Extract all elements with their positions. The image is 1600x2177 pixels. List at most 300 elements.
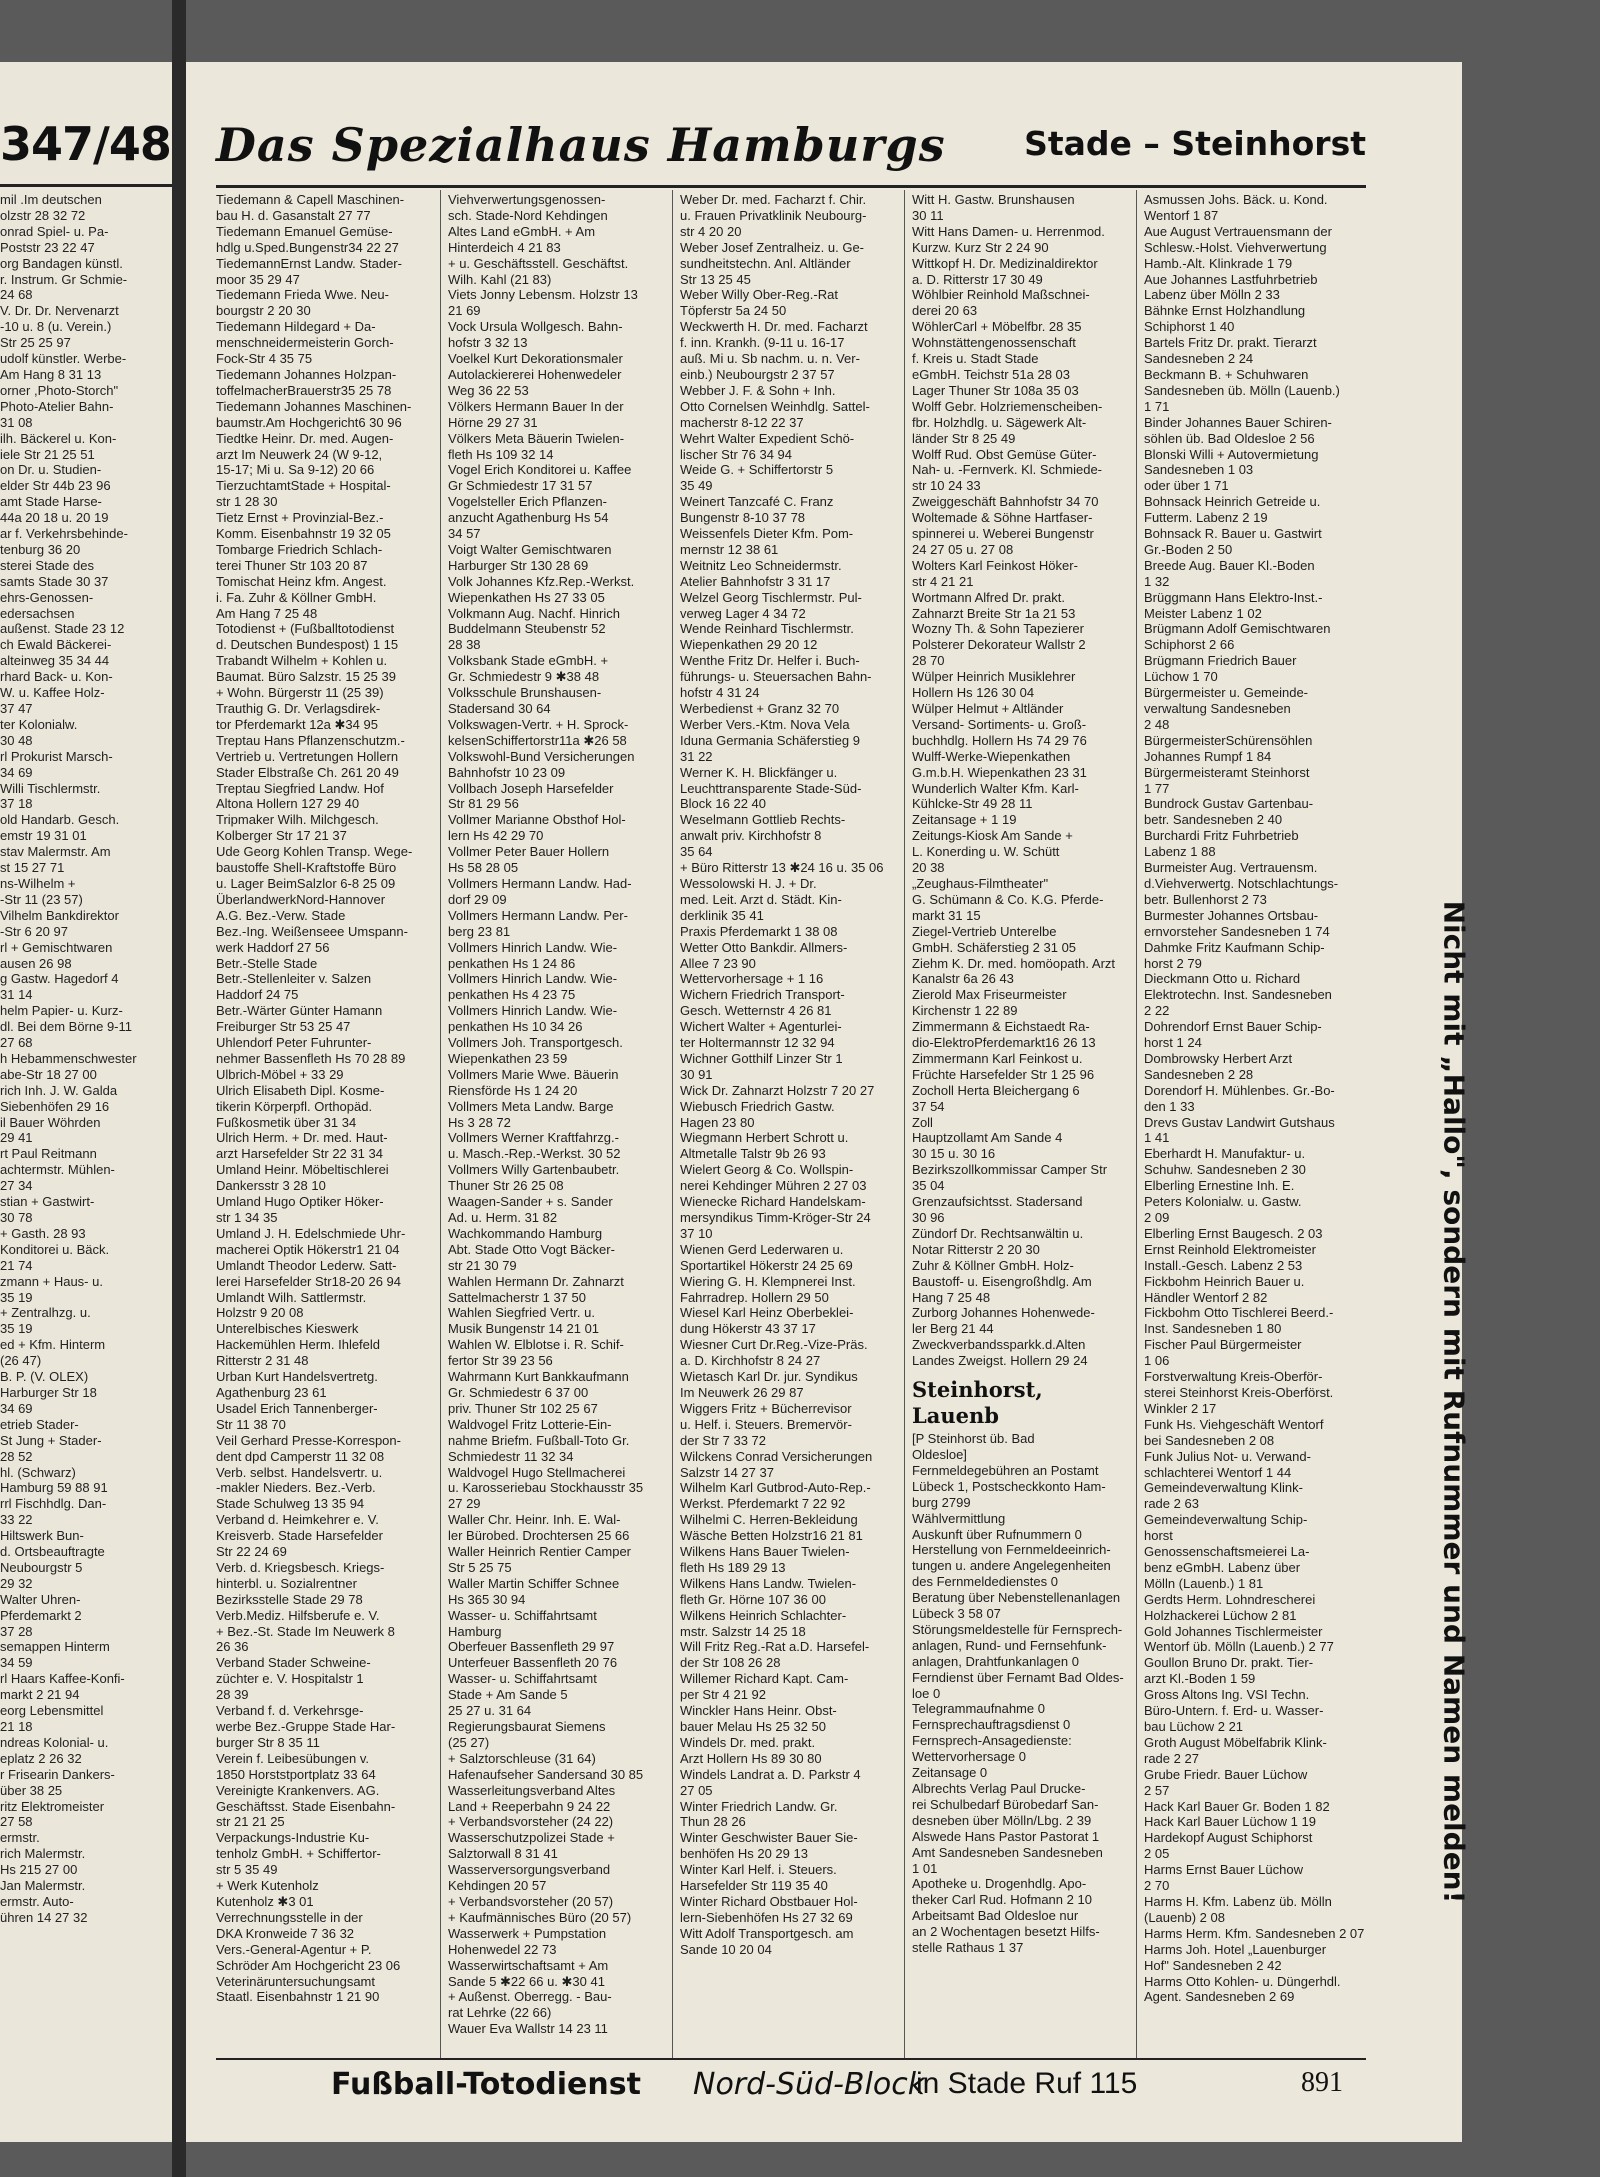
listing-line: 25 27 u. 31 64 [448, 1703, 532, 1719]
listing-line: Riensförde Hs 1 24 20 [448, 1082, 578, 1098]
listing-line: 30 91 [680, 1066, 713, 1082]
listing-line: nahme Briefm. Fußball-Toto Gr. [448, 1432, 630, 1448]
listing-line: Vollmer Peter Bauer Hollern [448, 844, 610, 860]
listing-line: A.G. Bez.-Verw. Stade [216, 907, 346, 923]
previous-page-line: 24 68 [0, 287, 33, 303]
listing-line: Windels Dr. med. prakt. [680, 1734, 816, 1750]
listing-line: ter Holtermannstr 12 32 94 [680, 1035, 835, 1051]
listing-line: Wasserwirtschaftsamt + Am [448, 1957, 609, 1973]
listing-line: 1850 Horststportplatz 33 64 [216, 1766, 376, 1782]
listing-line: Kirchenstr 1 22 89 [912, 1003, 1018, 1019]
previous-page-line: emstr 19 31 01 [0, 828, 87, 844]
listing-line: Bohnsack Heinrich Getreide u. [1144, 494, 1321, 510]
side-notice [1434, 752, 1474, 2052]
listing-line: nerei Kehdinger Mühren 2 27 03 [680, 1178, 867, 1194]
previous-page-line: 37 28 [0, 1623, 33, 1639]
previous-page-line: abe-Str 18 27 00 [0, 1066, 97, 1082]
previous-page-line: rhard Back- u. Kon- [0, 669, 113, 685]
listing-line: verweg Lager 4 34 72 [680, 605, 806, 621]
listing-line: fleth Gr. Hörne 107 36 00 [680, 1591, 826, 1607]
listing-line: Lüchow 1 70 [1144, 669, 1218, 685]
listing-line: Gross Altons Ing. VSI Techn. [1144, 1687, 1310, 1703]
listing-column-4 [912, 192, 1134, 1956]
listing-line: Thuner Str 26 25 08 [448, 1178, 564, 1194]
listing-line: Salzstr 14 27 37 [680, 1464, 774, 1480]
listing-line: Weide G. + Schiffertorstr 5 [680, 462, 834, 478]
listing-line: Tiedemann Hildegard + Da- [216, 319, 376, 335]
listing-line: Usadel Erich Tannenberger- [216, 1400, 378, 1416]
listing-line: Vollmers Hinrich Landw. Wie- [448, 971, 618, 987]
listing-line: hdlg u.Sped.Bungenstr34 22 27 [216, 239, 399, 255]
listing-line: tor Pferdemarkt 12a ✱34 95 [216, 716, 378, 732]
listing-line: 20 38 [912, 860, 945, 876]
listing-line: Grube Friedr. Bauer Lüchow [1144, 1766, 1308, 1782]
listing-line: Zweiggeschäft Bahnhofstr 34 70 [912, 494, 1099, 510]
listing-line: Regierungsbaurat Siemens [448, 1719, 606, 1734]
previous-page-line: eorg Lebensmittel [0, 1703, 104, 1719]
previous-page-header: 347/48 [0, 117, 171, 171]
listing-line: Mölln (Lauenb.) 1 81 [1144, 1575, 1264, 1591]
previous-page-line: sterei Stade des [0, 557, 94, 573]
listing-line: Aue August Vertrauensmann der [1144, 223, 1332, 239]
listing-line: [P Steinhorst üb. Bad [912, 1431, 1035, 1447]
previous-page-line: (26 47) [0, 1353, 42, 1369]
listing-line: verwaltung Sandesneben [1144, 701, 1291, 716]
listing-line: dio-ElektroPferdemarkt16 26 13 [912, 1035, 1096, 1051]
listing-line: Bundrock Gustav Gartenbau- [1144, 796, 1314, 812]
previous-page-line: 34 69 [0, 764, 33, 780]
listing-line: Töpferstr 5a 24 50 [680, 303, 787, 319]
listing-line: Hagen 23 80 [680, 1114, 755, 1130]
listing-line: horst 2 79 [1144, 955, 1202, 971]
listing-line: Zocholl Herta Bleichergang 6 [912, 1082, 1080, 1098]
listing-line: Zündorf Dr. Rechtsanwältin u. [912, 1225, 1084, 1241]
previous-page-rule [0, 184, 172, 187]
previous-page-line: Neubourgstr 5 [0, 1559, 83, 1575]
listing-line: anlagen, Drahtfunkanlagen 0 [912, 1653, 1079, 1669]
listing-line: Webber J. F. & Sohn + Inh. [680, 382, 836, 398]
listing-line: führungs- u. Steuersachen Bahn- [680, 669, 872, 685]
listing-line: Bähnke Ernst Holzhandlung [1144, 303, 1306, 319]
listing-line: Hörne 29 27 31 [448, 414, 538, 430]
listing-line: bauer Melau Hs 25 32 50 [680, 1719, 826, 1734]
listing-line: Harsefelder Str 119 35 40 [680, 1878, 828, 1894]
listing-line: Winter Richard Obstbauer Hol- [680, 1893, 858, 1909]
listing-line: 35 04 [912, 1178, 945, 1194]
listing-line: desneben über Mölln/Lbg. 2 39 [912, 1812, 1092, 1828]
listing-line: Hohenwedel 22 73 [448, 1941, 557, 1957]
listing-line: Uhlendorf Peter Fuhrunter- [216, 1035, 372, 1051]
listing-line: burg 2799 [912, 1494, 971, 1510]
listing-line: Hs 3 28 72 [448, 1114, 511, 1130]
listing-line: lischer Str 76 34 94 [680, 446, 793, 462]
listing-line: Waagen-Sander + s. Sander [448, 1194, 613, 1210]
listing-line: benz eGmbH. Labenz über [1144, 1559, 1301, 1575]
listing-line: Install.-Gesch. Labenz 2 53 [1144, 1257, 1303, 1273]
listing-line: Grenzaufsichtsst. Stadersand [912, 1194, 1083, 1210]
listing-line: WöhlerCarl + Möbelfbr. 28 35 [912, 319, 1082, 335]
listing-line: Schiphorst 1 40 [1144, 319, 1235, 335]
previous-page-line: stav Malermstr. Am [0, 844, 111, 860]
listing-line: Wetter Otto Bankdir. Allmers- [680, 939, 848, 955]
listing-line: 21 69 [448, 303, 481, 319]
listing-line: Wenthe Fritz Dr. Helfer i. Buch- [680, 653, 860, 669]
listing-line: f. inn. Krankh. (9-11 u. 16-17 [680, 335, 845, 351]
listing-line: ernvorsteher Sandesneben 1 74 [1144, 923, 1330, 939]
listing-line: derei 20 63 [912, 303, 978, 319]
directory-page [186, 62, 1471, 2142]
listing-line: rat Lehrke (22 66) [448, 2005, 552, 2021]
previous-page-line: Konditorei u. Bäck. [0, 1241, 110, 1257]
listing-line: Gr Schmiedestr 17 31 57 [448, 478, 593, 494]
listing-line: Winter Friedrich Landw. Gr. [680, 1798, 838, 1814]
previous-page-line: amt Stade Harse- [0, 494, 102, 510]
listing-line: Wahlen Hermann Dr. Zahnarzt [448, 1273, 624, 1289]
listing-line: Wilhelm Karl Gutbrod-Auto-Rep.- [680, 1480, 871, 1496]
listing-line: str 1 28 30 [216, 494, 278, 510]
previous-page-line: zmann + Haus- u. [0, 1273, 103, 1289]
listing-line: Amt Sandesneben Sandesneben [912, 1844, 1103, 1860]
listing-line: Altmetalle Talstr 9b 26 93 [680, 1146, 826, 1162]
listing-line: 2 09 [1144, 1210, 1170, 1225]
listing-line: baumstr.Am Hochgericht6 30 96 [216, 414, 402, 430]
listing-line: a. D. Ritterstr 17 30 49 [912, 271, 1043, 287]
listing-line: bei Sandesneben 2 08 [1144, 1432, 1275, 1448]
listing-line: Fickbohm Otto Tischlerei Beerd.- [1144, 1305, 1334, 1321]
listing-line: Werkst. Pferdemarkt 7 22 92 [680, 1496, 846, 1512]
listing-line: 2 05 [1144, 1846, 1170, 1862]
listing-line: Wunderlich Walter Kfm. Karl- [912, 780, 1079, 796]
listing-line: a. D. Kirchhofstr 8 24 27 [680, 1353, 821, 1369]
listing-line: Im Neuwerk 26 29 87 [680, 1384, 804, 1400]
listing-line: dorf 29 09 [448, 891, 507, 907]
listing-line: Vollmers Werner Kraftfahrzg.- [448, 1130, 619, 1146]
listing-line: Dorendorf H. Mühlenbes. Gr.-Bo- [1144, 1082, 1335, 1098]
listing-line: Fischer Paul Bürgermeister [1144, 1337, 1302, 1353]
listing-line: Wahlen W. Elblotse i. R. Schif- [448, 1337, 624, 1353]
previous-page-line: org Bandagen künstl. [0, 255, 123, 271]
previous-page-line: V. Dr. Dr. Nervenarzt [0, 303, 119, 319]
listing-line: Weckwerth H. Dr. med. Facharzt [680, 319, 868, 335]
listing-line: Hardekopf August Schiphorst [1144, 1830, 1313, 1846]
listing-line: Hs 58 28 05 [448, 860, 519, 876]
header-rule [216, 185, 1366, 188]
previous-page-line: 31 14 [0, 987, 33, 1003]
previous-page-line: onrad Spiel- u. Pa- [0, 223, 109, 239]
listing-line: Ulrich Herm. + Dr. med. Haut- [216, 1130, 388, 1146]
listing-line: hofstr 4 31 24 [680, 685, 760, 701]
listing-line: 30 15 u. 30 16 [912, 1146, 996, 1162]
listing-line: Elberling Ernst Baugesch. 2 03 [1144, 1225, 1323, 1241]
listing-line: 1 77 [1144, 780, 1170, 796]
listing-line: Holzhackerei Lüchow 2 81 [1144, 1607, 1297, 1623]
listing-line: Wienen Gerd Lederwaren u. [680, 1241, 844, 1257]
previous-page-line: Vilhelm Bankdirektor [0, 907, 119, 923]
listing-line: 28 38 [448, 637, 481, 653]
listing-line: macherei Optik Hökerstr1 21 04 [216, 1241, 400, 1257]
listing-line: Gr. Schmiedestr 6 37 00 [448, 1384, 589, 1400]
listing-line: Altona Hollern 127 29 40 [216, 796, 360, 812]
previous-page-line: ter Kolonialw. [0, 716, 78, 732]
previous-page-line: Hs 215 27 00 [0, 1862, 78, 1878]
listing-line: Wolff Gebr. Holzriemenscheiben- [912, 398, 1103, 414]
previous-page-line: -10 u. 8 (u. Verein.) [0, 319, 112, 335]
previous-page-line: 37 47 [0, 701, 33, 716]
listing-line: tikerin Körperpfl. Orthopäd. [216, 1098, 373, 1114]
listing-line: Wentorf 1 87 [1144, 207, 1219, 223]
listing-line: Albrechts Verlag Paul Drucke- [912, 1781, 1086, 1796]
listing-line: Wichner Gotthilf Linzer Str 1 [680, 1050, 843, 1066]
listing-line: Iduna Germania Schäferstieg 9 [680, 732, 860, 748]
previous-page-line: Am Hang 8 31 13 [0, 366, 102, 382]
listing-line: Harms Otto Kohlen- u. Düngerhdl. [1144, 1973, 1341, 1989]
listing-line: Musik Bungenstr 14 21 01 [448, 1321, 600, 1337]
column-rule [440, 190, 441, 2060]
listing-line: Wasserschutzpolizei Stade + [448, 1830, 615, 1846]
previous-page-line: 31 08 [0, 414, 33, 430]
listing-line: Wulff-Werke-Wiepenkathen [912, 748, 1071, 764]
listing-line: Gold Johannes Tischlermeister [1144, 1623, 1323, 1639]
listing-line: L. Konerding u. W. Schütt [912, 844, 1060, 860]
listing-line: arzt Harsefelder Str 22 31 34 [216, 1146, 383, 1162]
listing-line: Telegrammaufnahme 0 [912, 1701, 1045, 1717]
listing-line: Hamburg [448, 1623, 502, 1639]
listing-line: terei Thuner Str 103 20 87 [216, 557, 368, 573]
listing-line: fleth Hs 109 32 14 [448, 446, 554, 462]
previous-page-line: 34 59 [0, 1655, 33, 1671]
listing-line: str 10 24 33 [912, 478, 981, 494]
listing-line: Ernst Reinhold Elektromeister [1144, 1241, 1316, 1257]
column-rule [1136, 190, 1137, 2060]
listing-line: Ziegel-Vertrieb Unterelbe [912, 923, 1057, 939]
listing-line: Wilkens Heinrich Schlachter- [680, 1607, 847, 1623]
listing-line: Dankersstr 3 28 10 [216, 1178, 326, 1194]
listing-line: Werbedienst + Granz 32 70 [680, 701, 840, 716]
listing-line: Harms Joh. Hotel „Lauenburger [1144, 1941, 1327, 1957]
listing-line: Wiegmann Herbert Schrott u. [680, 1130, 849, 1146]
previous-page-line: 37 18 [0, 796, 33, 812]
listing-line: u. Karosseriebau Stockhausstr 35 [448, 1480, 644, 1496]
listing-line: i. Fa. Zuhr & Köllner GmbH. [216, 589, 377, 605]
listing-line: markt 31 15 [912, 907, 981, 923]
listing-line: Verb. d. Kriegsbesch. Kriegs- [216, 1559, 385, 1575]
listing-line: Thun 28 26 [680, 1814, 746, 1830]
listing-line: str 1 34 35 [216, 1210, 278, 1225]
previous-page-line: 44a 20 18 u. 20 19 [0, 510, 109, 526]
listing-line: hinterbl. u. Sozialrentner [216, 1575, 357, 1591]
previous-page-line: außenst. Stade 23 12 [0, 621, 125, 637]
listing-line: Eberhardt H. Manufaktur- u. [1144, 1146, 1306, 1162]
listing-line: G. Schümann & Co. K.G. Pferde- [912, 891, 1104, 907]
listing-line: Wäsche Betten Holzstr16 21 81 [680, 1528, 863, 1544]
listing-line: ÜberlandwerkNord-Hannover [216, 891, 386, 907]
listing-line: Asmussen Johs. Bäck. u. Kond. [1144, 192, 1328, 207]
previous-page-line: ermstr. Auto- [0, 1893, 74, 1909]
listing-line: Veil Gerhard Presse-Korrespon- [216, 1432, 401, 1448]
listing-line: + Verbandsvorsteher (24 22) [448, 1814, 614, 1830]
listing-line: Tiedemann Johannes Maschinen- [216, 398, 412, 414]
listing-line: 35 64 [680, 844, 713, 860]
listing-line: Wöhlbier Reinhold Maßschnei- [912, 287, 1090, 303]
listing-line: Wiggers Fritz + Bücherrevisor [680, 1400, 852, 1416]
listing-line: Wettervorhersage + 1 16 [680, 971, 824, 987]
listing-line: Wick Dr. Zahnarzt Holzstr 7 20 27 [680, 1082, 875, 1098]
listing-line: Landes Zweigst. Hollern 29 24 [912, 1353, 1088, 1369]
previous-page-line: 34 69 [0, 1400, 33, 1416]
previous-page-line: ed + Kfm. Hinterm [0, 1337, 106, 1353]
listing-line: Bezirkszollkommissar Camper Str [912, 1162, 1108, 1178]
listing-line: Tiedemann Frieda Wwe. Neu- [216, 287, 389, 303]
listing-line: oder über 1 71 [1144, 478, 1229, 494]
listing-line: Wichern Friedrich Transport- [680, 987, 845, 1003]
listing-line: Zeitansage 0 [912, 1765, 988, 1781]
listing-line: 37 54 [912, 1098, 945, 1114]
listing-line: Weitnitz Leo Schneidermstr. [680, 557, 842, 573]
listing-line: Sandesneben 2 28 [1144, 1066, 1254, 1082]
previous-page-line: st 15 27 71 [0, 860, 65, 876]
listing-line: Viets Jonny Lebensm. Holzstr 13 [448, 287, 638, 303]
listing-line: Elektrotechn. Inst. Sandesneben [1144, 987, 1332, 1003]
listing-line: burger Str 8 35 11 [216, 1734, 320, 1750]
footer-rule [216, 2058, 1366, 2060]
previous-page-line: 28 52 [0, 1448, 33, 1464]
listing-line: 2 70 [1144, 1878, 1170, 1894]
listing-line: hofstr 3 32 13 [448, 335, 528, 351]
listing-line: Wichert Walter + Agenturlei- [680, 1019, 842, 1035]
previous-page-line: tenburg 36 20 [0, 541, 81, 557]
listing-line: ler Bürobed. Drochtersen 25 66 [448, 1528, 630, 1544]
listing-line: Unterfeuer Bassenfleth 20 76 [448, 1655, 618, 1671]
listing-line: Autolackiererei Hohenwedeler [448, 366, 622, 382]
previous-page-line: alteinweg 35 34 44 [0, 653, 110, 669]
listing-line: Hafenaufseher Sandersand 30 85 [448, 1766, 644, 1782]
listing-line: Kanalstr 6a 26 43 [912, 971, 1014, 987]
previous-page-line: 29 41 [0, 1130, 33, 1146]
listing-line: Volkmann Aug. Nachf. Hinrich [448, 605, 620, 621]
listing-line: Witt H. Gastw. Brunshausen [912, 192, 1075, 207]
listing-line: Wilkens Hans Bauer Twielen- [680, 1544, 850, 1560]
listing-line: Allee 7 23 90 [680, 955, 756, 971]
listing-column-5 [1144, 192, 1366, 2005]
listing-line: Agathenburg 23 61 [216, 1384, 327, 1400]
listing-line: + Verbandsvorsteher (20 57) [448, 1893, 614, 1909]
listing-line: 27 05 [680, 1782, 713, 1798]
listing-line: des Fernmeldedienstes 0 [912, 1574, 1058, 1590]
listing-line: Welzel Georg Tischlermstr. Pul- [680, 589, 862, 605]
listing-line: betr. Bullenhorst 2 73 [1144, 891, 1267, 907]
listing-line: Zimmermann Karl Feinkost u. [912, 1050, 1083, 1066]
listing-line: 31 22 [680, 748, 713, 764]
previous-page-line: 27 34 [0, 1178, 33, 1194]
listing-line: lerei Harsefelder Str18-20 26 94 [216, 1273, 401, 1289]
listing-line: 27 29 [448, 1496, 481, 1512]
listing-line: Dohrendorf Ernst Bauer Schip- [1144, 1019, 1322, 1035]
listing-line: Hs 365 30 94 [448, 1591, 526, 1607]
listing-line: Gr.-Boden 2 50 [1144, 541, 1233, 557]
listing-line: Werber Vers.-Ktm. Nova Vela [680, 716, 850, 732]
listing-line: Vollmers Joh. Transportgesch. [448, 1035, 623, 1051]
listing-line: theker Carl Rud. Hofmann 2 10 [912, 1892, 1092, 1908]
listing-line: Kutenholz ✱3 01 [216, 1893, 314, 1909]
listing-line: Aue Johannes Lastfuhrbetrieb [1144, 271, 1318, 287]
listing-line: Witt Adolf Transportgesch. am [680, 1925, 854, 1941]
listing-line: Zurborg Johannes Hohenwede- [912, 1305, 1095, 1321]
previous-page-line: 35 19 [0, 1321, 33, 1337]
listing-line: Waller Chr. Heinr. Inh. E. Wal- [448, 1512, 621, 1528]
listing-line: Wienecke Richard Handelskam- [680, 1194, 866, 1210]
listing-line: med. Leit. Arzt d. Städt. Kin- [680, 891, 842, 907]
listing-line: Genossenschaftsmeierei La- [1144, 1544, 1310, 1560]
listing-line: Ziehm K. Dr. med. homöopath. Arzt [912, 955, 1116, 971]
listing-line: derklinik 35 41 [680, 907, 764, 923]
listing-line: Vogelsteller Erich Pflanzen- [448, 494, 607, 510]
listing-line: + Kaufmännisches Büro (20 57) [448, 1909, 632, 1925]
listing-line: Wehrt Walter Expedient Schö- [680, 430, 855, 446]
listing-line: 1 01 [912, 1860, 938, 1876]
previous-page-line: rich Inh. J. W. Galda [0, 1082, 118, 1098]
listing-line: Altes Land eGmbH. + Am [448, 223, 596, 239]
listing-line: Wülper Heinrich Musiklehrer [912, 669, 1076, 685]
listing-line: sch. Stade-Nord Kehdingen [448, 207, 608, 223]
listing-line: str 21 30 79 [448, 1257, 517, 1273]
listing-line: 28 70 [912, 653, 945, 669]
listing-line: lern Hs 42 29 70 [448, 828, 544, 844]
listing-line: Gr. Schmiedestr 9 ✱38 48 [448, 669, 600, 685]
header-range: Stade – Steinhorst [1024, 124, 1366, 163]
previous-page-line: Poststr 23 22 47 [0, 239, 95, 255]
listing-line: u. Frauen Privatklinik Neubourg- [680, 207, 867, 223]
listing-line: Voelkel Kurt Dekorationsmaler [448, 351, 623, 367]
listing-line: Hang 7 25 48 [912, 1289, 991, 1305]
listing-line: TierzuchtamtStade + Hospital- [216, 478, 391, 494]
listing-line: + u. Geschäftsstell. Geschäftst. [448, 255, 629, 271]
previous-page-line: stian + Gastwirt- [0, 1194, 95, 1210]
listing-line: betr. Sandesneben 2 40 [1144, 812, 1283, 828]
listing-line: d. Deutschen Bundespost) 1 15 [216, 637, 399, 653]
previous-page-line: Harburger Str 18 [0, 1384, 97, 1400]
previous-page-line: r Frisearin Dankers- [0, 1766, 115, 1782]
listing-line: Verband f. d. Verkehrsge- [216, 1703, 364, 1719]
listing-line: Will Fritz Reg.-Rat a.D. Harsefel- [680, 1639, 870, 1655]
listing-line: + Salztorschleuse (31 64) [448, 1750, 596, 1766]
previous-page-line: ilh. Bäckerel u. Kon- [0, 430, 117, 446]
listing-line: baustoffe Shell-Kraftstoffe Büro [216, 860, 397, 876]
listing-line: Verpackungs-Industrie Ku- [216, 1830, 370, 1846]
listing-line: Ad. u. Herm. 31 82 [448, 1210, 558, 1225]
previous-page-line: rrl Fischhdlg. Dan- [0, 1496, 107, 1512]
listing-line: Goullon Bruno Dr. prakt. Tier- [1144, 1655, 1314, 1671]
previous-page-line: rich Malermstr. [0, 1846, 86, 1862]
listing-line: Vers.-General-Agentur + P. [216, 1941, 372, 1957]
listing-line: str 5 35 49 [216, 1862, 278, 1878]
previous-page-line: ehrs-Genossen- [0, 589, 94, 605]
listing-line: Otto Cornelsen Weinhdlg. Sattel- [680, 398, 870, 414]
previous-page-line: rl Prokurist Marsch- [0, 748, 113, 764]
listing-line: Vollmers Hermann Landw. Had- [448, 875, 632, 891]
previous-page-line: edersachsen [0, 605, 75, 621]
listing-line: Volk Johannes Kfz.Rep.-Werkst. [448, 573, 635, 589]
listing-line: mstr. Salzstr 14 25 18 [680, 1623, 806, 1639]
listing-line: Wiesel Karl Heinz Oberbeklei- [680, 1305, 854, 1321]
previous-page-line: ch Ewald Bäckerei- [0, 637, 112, 653]
previous-page-line: dl. Bei dem Börne 9-11 [0, 1019, 132, 1035]
listing-line: Lübeck 1, Postscheckkonto Ham- [912, 1478, 1106, 1494]
column-rule [672, 190, 673, 2060]
listing-line: Wahrmann Kurt Bankkaufmann [448, 1369, 629, 1385]
listing-line: 1 32 [1144, 573, 1170, 589]
listing-line: Wolff Rud. Obst Gemüse Güter- [912, 446, 1097, 462]
listing-line: benhöfen Hs 20 29 13 [680, 1846, 808, 1862]
